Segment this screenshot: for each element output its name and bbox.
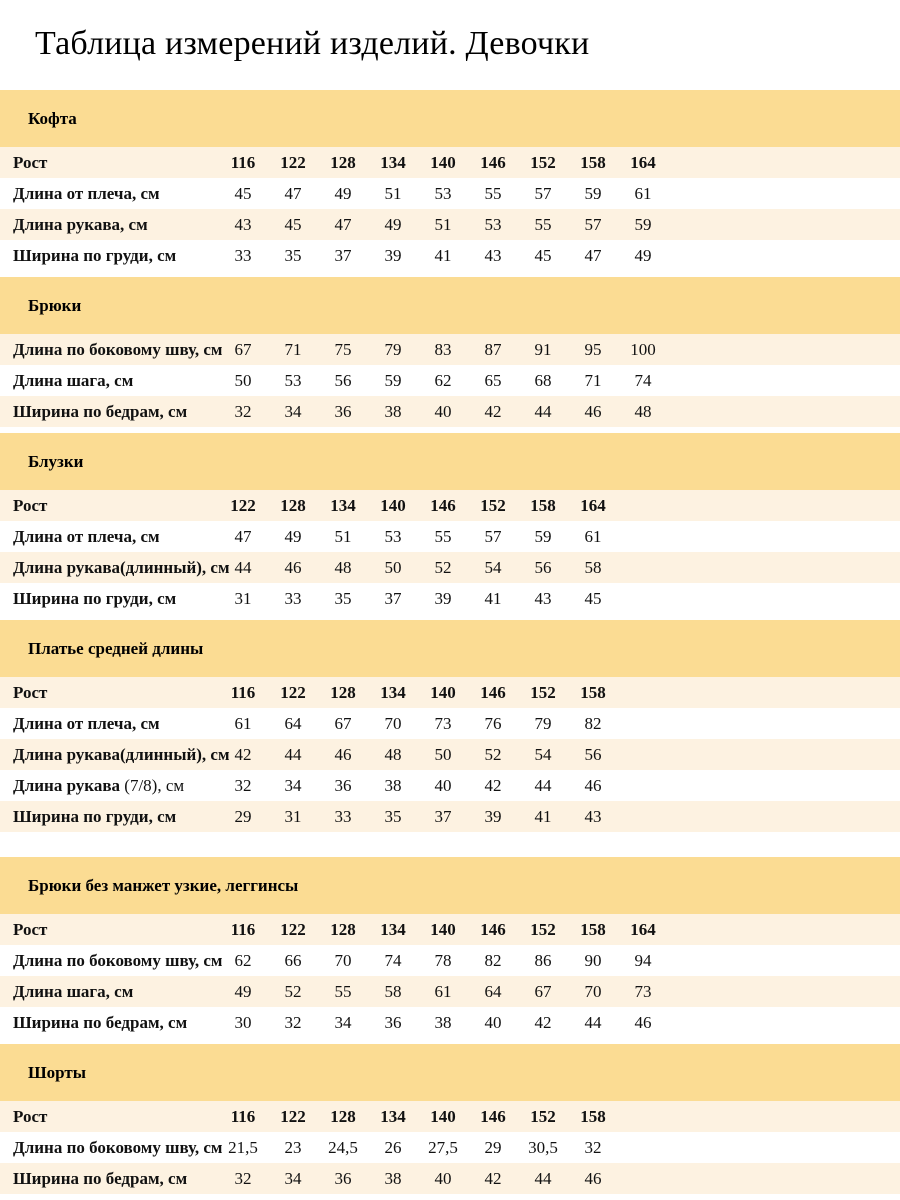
measure-value: 45 <box>284 215 302 234</box>
section-header-band <box>0 620 900 677</box>
table-row <box>0 365 900 396</box>
size-value: 122 <box>280 683 306 702</box>
table-header-row <box>0 1101 900 1132</box>
table-row <box>0 1163 900 1194</box>
measure-value: 33 <box>284 589 302 608</box>
measure-value: 87 <box>484 340 502 359</box>
measure-value: 49 <box>334 184 352 203</box>
size-value: 140 <box>430 1107 456 1126</box>
measure-value: 44 <box>584 1013 602 1032</box>
section-title: Платье средней длины <box>28 638 204 658</box>
measure-value: 27,5 <box>428 1138 458 1157</box>
measure-value: 41 <box>484 589 502 608</box>
size-value: 122 <box>280 1107 306 1126</box>
measure-value: 40 <box>434 776 452 795</box>
size-value: 140 <box>430 153 456 172</box>
size-value: 116 <box>230 153 256 172</box>
measure-value: 68 <box>534 371 552 390</box>
size-value: 152 <box>480 496 506 515</box>
measure-value: 61 <box>234 714 252 733</box>
table-header-row <box>0 914 900 945</box>
size-value: 122 <box>230 496 256 515</box>
row-label: Ширина по груди, см <box>13 807 177 826</box>
size-value: 146 <box>480 153 506 172</box>
size-value: 146 <box>480 1107 506 1126</box>
measure-value: 24,5 <box>328 1138 358 1157</box>
measure-value: 38 <box>384 402 402 421</box>
size-value: 146 <box>430 496 456 515</box>
measure-value: 40 <box>434 402 452 421</box>
row-label: Длина рукава(длинный), см <box>13 745 230 764</box>
size-value: 134 <box>380 683 406 702</box>
section-title: Шорты <box>28 1062 87 1082</box>
row-label: Ширина по груди, см <box>13 589 177 608</box>
section-title: Брюки <box>28 295 82 315</box>
table-row <box>0 770 900 801</box>
measure-value: 38 <box>434 1013 452 1032</box>
measure-value: 61 <box>634 184 652 203</box>
size-value: 146 <box>480 683 506 702</box>
row-label: Длина от плеча, см <box>13 527 160 546</box>
measure-value: 58 <box>584 558 602 577</box>
measure-value: 36 <box>334 776 352 795</box>
measure-value: 64 <box>484 982 502 1001</box>
measure-value: 73 <box>434 714 452 733</box>
measure-value: 42 <box>484 1169 502 1188</box>
measure-value: 30,5 <box>528 1138 558 1157</box>
size-value: 128 <box>330 1107 356 1126</box>
measure-value: 43 <box>534 589 552 608</box>
measure-value: 46 <box>584 776 602 795</box>
measure-value: 78 <box>434 951 452 970</box>
measure-value: 51 <box>334 527 352 546</box>
row-label: Длина рукава(длинный), см <box>13 558 230 577</box>
measure-value: 39 <box>434 589 452 608</box>
table-row <box>0 739 900 770</box>
row-label: Длина от плеча, см <box>13 714 160 733</box>
measure-value: 59 <box>584 184 602 203</box>
measure-value: 45 <box>584 589 602 608</box>
measure-value: 33 <box>234 246 252 265</box>
table-header-row <box>0 490 900 521</box>
measure-value: 45 <box>534 246 552 265</box>
row-label: Длина шага, см <box>13 982 134 1001</box>
measure-value: 79 <box>534 714 552 733</box>
size-value: 116 <box>230 920 256 939</box>
measure-value: 41 <box>534 807 552 826</box>
measure-value: 45 <box>234 184 252 203</box>
measure-value: 49 <box>384 215 402 234</box>
measure-value: 26 <box>384 1138 402 1157</box>
size-value: 128 <box>330 153 356 172</box>
measure-value: 91 <box>534 340 552 359</box>
measure-value: 47 <box>584 246 602 265</box>
measure-value: 44 <box>534 402 552 421</box>
measure-value: 50 <box>234 371 252 390</box>
table-row <box>0 396 900 427</box>
measure-value: 23 <box>284 1138 302 1157</box>
measure-value: 38 <box>384 776 402 795</box>
measure-value: 65 <box>484 371 502 390</box>
table-row <box>0 334 900 365</box>
measure-value: 49 <box>234 982 252 1001</box>
measure-value: 47 <box>234 527 252 546</box>
measurement-table <box>0 334 900 427</box>
section <box>0 90 900 271</box>
section-header-band <box>0 857 900 914</box>
section <box>0 620 900 832</box>
measure-value: 34 <box>284 1169 302 1188</box>
measure-value: 67 <box>334 714 352 733</box>
measure-value: 70 <box>384 714 402 733</box>
measure-value: 37 <box>334 246 352 265</box>
measure-value: 56 <box>534 558 552 577</box>
measure-value: 67 <box>234 340 252 359</box>
measure-value: 71 <box>584 371 602 390</box>
measure-value: 43 <box>234 215 252 234</box>
row-label: Ширина по бедрам, см <box>13 1013 188 1032</box>
size-value: 158 <box>580 153 606 172</box>
size-value: 134 <box>380 920 406 939</box>
measure-value: 61 <box>584 527 602 546</box>
measure-value: 29 <box>234 807 252 826</box>
measure-value: 47 <box>334 215 352 234</box>
section <box>0 277 900 427</box>
measure-value: 76 <box>484 714 502 733</box>
measure-value: 33 <box>334 807 352 826</box>
measure-value: 73 <box>634 982 652 1001</box>
size-value: 158 <box>580 683 606 702</box>
measure-value: 32 <box>234 1169 252 1188</box>
height-row-label: Рост <box>13 920 48 939</box>
size-value: 152 <box>530 153 556 172</box>
measure-value: 55 <box>334 982 352 1001</box>
measure-value: 83 <box>434 340 452 359</box>
measure-value: 56 <box>584 745 602 764</box>
size-value: 116 <box>230 1107 256 1126</box>
measurement-table <box>0 677 900 832</box>
measure-value: 54 <box>484 558 502 577</box>
page-title: Таблица измерений изделий. Девочки <box>35 25 590 62</box>
size-value: 128 <box>280 496 306 515</box>
measure-value: 40 <box>484 1013 502 1032</box>
measure-value: 36 <box>334 1169 352 1188</box>
measure-value: 55 <box>434 527 452 546</box>
row-label: Ширина по бедрам, см <box>13 402 188 421</box>
measure-value: 74 <box>634 371 652 390</box>
measure-value: 57 <box>534 184 552 203</box>
table-row <box>0 708 900 739</box>
size-value: 128 <box>330 920 356 939</box>
height-row-label: Рост <box>13 496 48 515</box>
size-value: 128 <box>330 683 356 702</box>
measure-value: 67 <box>534 982 552 1001</box>
measure-value: 95 <box>584 340 602 359</box>
measure-value: 62 <box>434 371 452 390</box>
measure-value: 53 <box>284 371 302 390</box>
measure-value: 39 <box>384 246 402 265</box>
table-row <box>0 521 900 552</box>
measure-value: 31 <box>234 589 252 608</box>
measure-value: 35 <box>334 589 352 608</box>
measure-value: 46 <box>334 745 352 764</box>
row-label: Длина рукава, см <box>13 215 148 234</box>
height-row-label: Рост <box>13 1107 48 1126</box>
table-row <box>0 945 900 976</box>
table-row <box>0 1132 900 1163</box>
measure-value: 44 <box>534 776 552 795</box>
measure-value: 53 <box>484 215 502 234</box>
size-value: 152 <box>530 920 556 939</box>
size-value: 116 <box>230 683 256 702</box>
measure-value: 86 <box>534 951 552 970</box>
measure-value: 50 <box>384 558 402 577</box>
measure-value: 94 <box>634 951 652 970</box>
measure-value: 48 <box>634 402 652 421</box>
measure-value: 62 <box>234 951 252 970</box>
measure-value: 36 <box>384 1013 402 1032</box>
measure-value: 29 <box>484 1138 502 1157</box>
section <box>0 1044 900 1194</box>
measure-value: 34 <box>284 776 302 795</box>
measure-value: 75 <box>334 340 352 359</box>
measure-value: 52 <box>434 558 452 577</box>
measure-value: 48 <box>334 558 352 577</box>
table-row <box>0 583 900 614</box>
measure-value: 48 <box>384 745 402 764</box>
section <box>0 433 900 614</box>
measure-value: 37 <box>434 807 452 826</box>
measure-value: 66 <box>284 951 302 970</box>
measure-value: 74 <box>384 951 402 970</box>
measure-value: 82 <box>484 951 502 970</box>
measurement-table <box>0 1101 900 1194</box>
measure-value: 41 <box>434 246 452 265</box>
measure-value: 42 <box>234 745 252 764</box>
measure-value: 37 <box>384 589 402 608</box>
table-header-row <box>0 677 900 708</box>
size-value: 140 <box>430 920 456 939</box>
measure-value: 44 <box>234 558 252 577</box>
measure-value: 70 <box>334 951 352 970</box>
measure-value: 31 <box>284 807 302 826</box>
measure-value: 53 <box>434 184 452 203</box>
size-value: 140 <box>380 496 406 515</box>
measure-value: 52 <box>284 982 302 1001</box>
measure-value: 44 <box>534 1169 552 1188</box>
measure-value: 42 <box>484 776 502 795</box>
measure-value: 59 <box>384 371 402 390</box>
measure-value: 100 <box>630 340 656 359</box>
measure-value: 50 <box>434 745 452 764</box>
measure-value: 51 <box>384 184 402 203</box>
measure-value: 56 <box>334 371 352 390</box>
measure-value: 51 <box>434 215 452 234</box>
section-header-band <box>0 1044 900 1101</box>
size-value: 158 <box>580 1107 606 1126</box>
size-value: 140 <box>430 683 456 702</box>
measure-value: 34 <box>334 1013 352 1032</box>
measure-value: 32 <box>234 776 252 795</box>
size-value: 164 <box>580 496 606 515</box>
measure-value: 35 <box>384 807 402 826</box>
section-header-band <box>0 90 900 147</box>
measure-value: 82 <box>584 714 602 733</box>
row-label-suffix: (7/8), см <box>124 776 185 795</box>
row-label: Длина от плеча, см <box>13 184 160 203</box>
measure-value: 32 <box>584 1138 602 1157</box>
sections-container <box>0 90 900 1194</box>
height-row-label: Рост <box>13 153 48 172</box>
measure-value: 61 <box>434 982 452 1001</box>
measure-value: 34 <box>284 402 302 421</box>
row-label: Ширина по бедрам, см <box>13 1169 188 1188</box>
measure-value: 55 <box>484 184 502 203</box>
section-title: Брюки без манжет узкие, леггинсы <box>28 875 299 895</box>
measure-value: 42 <box>534 1013 552 1032</box>
measure-value: 49 <box>284 527 302 546</box>
table-row <box>0 552 900 583</box>
measure-value: 47 <box>284 184 302 203</box>
measure-value: 58 <box>384 982 402 1001</box>
size-value: 158 <box>530 496 556 515</box>
measure-value: 36 <box>334 402 352 421</box>
row-label: Длина по боковому шву, см <box>13 951 223 970</box>
measure-value: 42 <box>484 402 502 421</box>
measure-value: 71 <box>284 340 302 359</box>
table-row <box>0 240 900 271</box>
size-value: 146 <box>480 920 506 939</box>
measure-value: 70 <box>584 982 602 1001</box>
table-row <box>0 209 900 240</box>
measure-value: 59 <box>634 215 652 234</box>
measurement-table <box>0 914 900 1038</box>
measure-value: 52 <box>484 745 502 764</box>
size-value: 164 <box>630 920 656 939</box>
measure-value: 54 <box>534 745 552 764</box>
size-value: 164 <box>630 153 656 172</box>
height-row-label: Рост <box>13 683 48 702</box>
section-header-band <box>0 433 900 490</box>
measure-value: 90 <box>584 951 602 970</box>
measure-value: 40 <box>434 1169 452 1188</box>
size-value: 134 <box>330 496 356 515</box>
section <box>0 857 900 1038</box>
size-value: 152 <box>530 683 556 702</box>
size-value: 122 <box>280 920 306 939</box>
row-label: Длина рукава (7/8), см <box>13 776 185 795</box>
measure-value: 39 <box>484 807 502 826</box>
table-row <box>0 976 900 1007</box>
measure-value: 32 <box>284 1013 302 1032</box>
measurement-table <box>0 490 900 614</box>
measure-value: 57 <box>484 527 502 546</box>
measure-value: 49 <box>634 246 652 265</box>
size-value: 134 <box>380 1107 406 1126</box>
section-title: Кофта <box>28 108 77 128</box>
measure-value: 64 <box>284 714 302 733</box>
measure-value: 21,5 <box>228 1138 258 1157</box>
measure-value: 30 <box>234 1013 252 1032</box>
row-label: Длина шага, см <box>13 371 134 390</box>
measure-value: 46 <box>584 402 602 421</box>
measure-value: 46 <box>284 558 302 577</box>
measure-value: 46 <box>634 1013 652 1032</box>
measure-value: 53 <box>384 527 402 546</box>
table-row <box>0 1007 900 1038</box>
measure-value: 57 <box>584 215 602 234</box>
table-row <box>0 801 900 832</box>
row-label: Ширина по груди, см <box>13 246 177 265</box>
section-header-band <box>0 277 900 334</box>
measure-value: 43 <box>484 246 502 265</box>
measure-value: 43 <box>584 807 602 826</box>
size-value: 134 <box>380 153 406 172</box>
size-value: 158 <box>580 920 606 939</box>
measure-value: 44 <box>284 745 302 764</box>
measurement-table <box>0 147 900 271</box>
measure-value: 32 <box>234 402 252 421</box>
row-label: Длина по боковому шву, см <box>13 1138 223 1157</box>
measure-value: 35 <box>284 246 302 265</box>
section-title: Блузки <box>28 451 84 471</box>
size-value: 152 <box>530 1107 556 1126</box>
measure-value: 46 <box>584 1169 602 1188</box>
size-value: 122 <box>280 153 306 172</box>
measure-value: 55 <box>534 215 552 234</box>
row-label: Длина по боковому шву, см <box>13 340 223 359</box>
table-header-row <box>0 147 900 178</box>
table-row <box>0 178 900 209</box>
measure-value: 38 <box>384 1169 402 1188</box>
measure-value: 79 <box>384 340 402 359</box>
measure-value: 59 <box>534 527 552 546</box>
